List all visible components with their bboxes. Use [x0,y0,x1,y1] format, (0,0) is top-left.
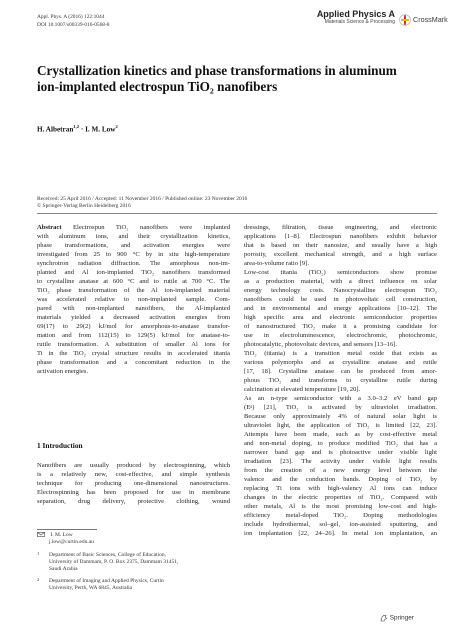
text-line: As an n-type semiconductor with a 3.0–3.2 eV band gap [244,395,437,402]
text-line: pared with non-implanted nanofibers, the Al-implanted [37,305,230,312]
text-line: separation, drug delivery, protective clothing, wound [37,498,230,505]
affiliation-1-line: University of Dammam, P. O. Box 2375, Dammam 31451, [49,559,179,566]
journal-citation: Appl. Phys. A (2016) 122:1044 [37,14,105,20]
text-line: include hydrothermal, sol–gel, ion-assisted sputtering, and [244,521,437,528]
text-line: ion implantation [22, 24–26]. In metal ion implantation, an [244,530,437,537]
text-line: dressings, filtration, tissue engineering, and electronic [244,224,437,231]
section-heading-introduction: 1 Introduction [37,441,83,450]
dates-line: Received: 25 April 2016 / Accepted: 11 November 2016 / Published online: 23 November 2016 [37,196,248,202]
journal-doi[interactable]: DOI 10.1007/s00339-016-0568-8 [37,21,110,28]
affiliation-1-line: Saudi Arabia [49,566,78,573]
springer-horse-icon [380,614,388,622]
author-2[interactable]: I. M. Low [85,125,116,134]
author-separator: · [80,125,84,134]
text-line: energy technology costs. Nanocrystalline electrospun TiO₂ [244,287,437,294]
text-line: investigated from 25 to 900 °C by in situ high-temperature [37,251,230,258]
footnote-divider [37,529,97,530]
text-line: phase transformations, and activation energies were [37,242,230,249]
text-line: phous TiO₂ and transforms to crystalline rutile during [244,377,437,384]
text-line: TiO₂ phase transformation of the Al ion-implanted material [37,287,230,294]
text-line: to crystalline anatase at 600 °C and to rutile at 700 °C. The [37,278,230,285]
text-line: as a production material, with a direct influence on solar [244,278,437,285]
header-divider [37,213,437,214]
text-line: photocatalytic, photovoltaic devices, and sensors [13–16]. [244,341,398,348]
text-line: was accelerated relative to non-implanted sample. Com- [37,296,230,303]
text-line: with aluminum ions, and their crystallization kinetics, [37,233,230,240]
text-line: synchrotron radiation diffraction. The amorphous non-im- [37,260,230,267]
publisher-name: Springer [389,614,414,622]
text-line: technique for producing one-dimensional nanostructures. [37,480,230,487]
text-line: Abstract Electrospun TiO₂ nanofibers were implanted [37,224,230,231]
text-line: mation and from 112(15) to 129(5) kJ/mol for anatase-to- [37,332,230,339]
text-line: porosity, excellent mechanical strength, and a high surface [244,251,437,258]
text-line: replacing Ti ions with high-valency Al ions can induce [244,485,437,492]
text-line: activation energies. [37,368,89,375]
affiliation-1-line: Department of Basic Sciences, College of Education, [49,552,166,558]
copyright-line: © Springer-Verlag Berlin Heidelberg 2016 [37,203,131,210]
author-1-affiliation: 1,2 [73,124,80,129]
text-line: changes in the electric properties of TiO₂. Compared with [244,494,437,501]
text-line: and non-metal doping, to produce modified TiO₂ that has a [244,440,437,447]
text-line: irradiation [23]. The activity under visible light results [244,458,437,465]
text-line: Low-cost titania (TiO₂) semiconductors show promise [244,269,437,276]
title-line-2: ion-implanted electrospun TiO₂ nanofibers [37,79,278,94]
text-line: Electrospinning has been proposed for use in membrane [37,489,230,496]
text-line: 69(17) to 29(2) kJ/mol for amorphous-to-anatase transfor- [37,323,230,330]
crossmark-label: CrossMark [413,15,448,24]
text-line: valence and the conduction bands. Doping of TiO₂ by [244,476,437,483]
affiliation-1-number: 1 [37,551,40,556]
journal-header [37,14,109,29]
text-line: Nanofibers are usually produced by electrospinning, which [37,462,230,469]
text-line: and in environmental and energy applications [10–12]. The [244,305,437,312]
text-line: that is based on their nanosize, and usually have a high [244,242,437,249]
brand-subtitle: Materials Science & Processing [324,19,395,25]
body-text-right-column [244,223,437,538]
text-line: nanofibers could be used in photovoltaic cell construction, [244,296,437,303]
brand-title: Applied Physics A [316,9,395,19]
publisher-footer [380,614,414,622]
affiliation-2-line: University, Perth, WA 6845, Australia [49,585,133,592]
text-line: TiO₂ (titania) is a transition metal oxide that exists as [244,350,437,357]
text-line: materials yielded a decreased activation energies from [37,314,230,321]
text-line: Ti in the TiO₂ crystal structure results in accelerated titania [37,350,230,357]
paper-title [37,63,437,95]
contact-name: I. M. Low [50,532,73,538]
text-line: [17, 18]. Crystalline anatase can be produced from amor- [244,368,437,375]
text-line: phase transformation and a concomitant reduction in the [37,359,230,366]
corresponding-author [37,532,230,546]
author-2-affiliation: 2 [115,124,118,129]
text-line: applications [1–8]. Electrospun nanofibers exhibit behavior [244,233,437,240]
crossmark-badge[interactable] [399,13,448,27]
crossmark-icon [399,13,411,27]
journal-brand [305,9,395,26]
publication-dates [37,196,247,211]
affiliation-2-line: Department of Imaging and Applied Physics, Curtin [49,578,164,584]
text-line: is a relatively new, cost-effective, and simple synthesis [37,471,230,478]
affiliation-2 [37,578,230,592]
author-list [37,124,118,133]
text-line: efficiency metal-doped TiO₂. Doping methodologies [244,512,437,519]
title-line-1: Crystallization kinetics and phase transformations in aluminum [37,63,397,78]
envelope-icon [37,532,45,537]
text-line: various polymorphs and as crystalline anatase and rutile [244,359,437,366]
text-line: from the creation of a new energy level between the [244,467,437,474]
text-line: high specific area and electronic semiconductor properties [244,314,437,321]
affiliation-2-number: 2 [37,577,40,582]
contact-email[interactable]: j.low@curtin.edu.au [49,539,94,546]
text-line: use in electroluminescence, electrochromic, photochromic, [244,332,437,339]
introduction-text [37,461,230,506]
text-line: ultraviolet light, the application of TiO₂ is limited [22, 23]. [244,422,437,429]
author-1[interactable]: H. Albetran [37,125,74,134]
affiliation-1 [37,552,230,573]
text-line: (Eᵍ) [21], TiO₂ is activated by ultraviolet irradiation. [244,404,437,411]
text-line: area-to-volume ratio [9]. [244,260,309,267]
text-line: planted and Al ion-implanted TiO₂ nanofibers transformed [37,269,230,276]
text-line: Attempts have been made, such as by cost-effective metal [244,431,437,438]
abstract [37,223,230,376]
text-line: of nanostructured TiO₂ make it a promising candidate for [244,323,437,330]
text-line: rutile transformation. A substitution of smaller Al ions for [37,341,230,348]
text-line: narrower band gap and is photoactive under visible light [244,449,437,456]
text-line: calcination at elevated temperature [19, 20]. [244,386,361,393]
text-line: other metals, Al is the most promising low-cost and high- [244,503,437,510]
text-line: Because only approximately 4% of natural solar light is [244,413,437,420]
abstract-label: Abstract [37,224,62,231]
